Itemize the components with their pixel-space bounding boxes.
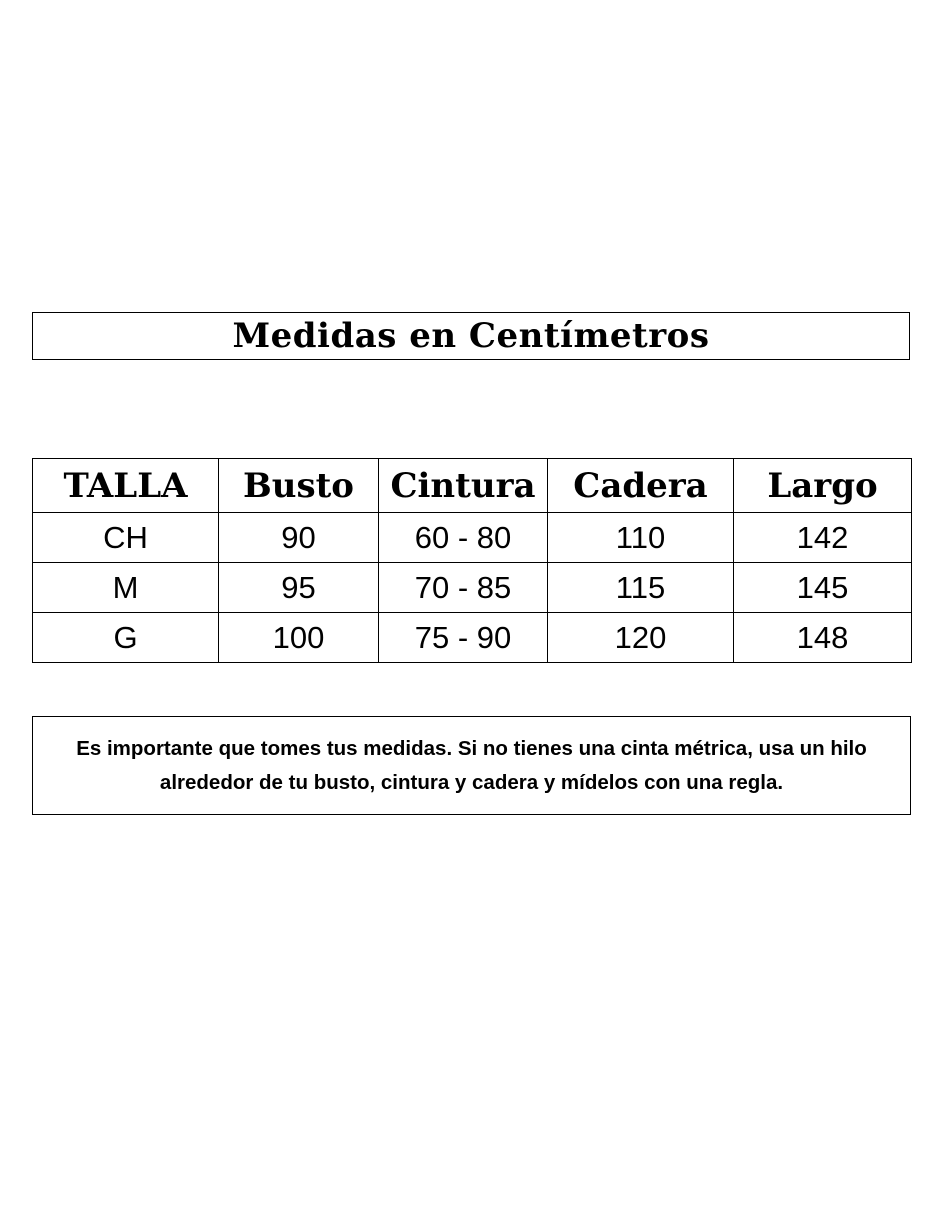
cell-cintura: 70 - 85 bbox=[379, 563, 548, 613]
header-cadera: Cadera bbox=[548, 459, 734, 513]
cell-talla: G bbox=[33, 613, 219, 663]
cell-largo: 142 bbox=[734, 513, 912, 563]
cell-talla: M bbox=[33, 563, 219, 613]
size-chart-table bbox=[32, 458, 912, 663]
cell-cintura: 75 - 90 bbox=[379, 613, 548, 663]
note-box bbox=[32, 716, 911, 815]
cell-busto: 100 bbox=[219, 613, 379, 663]
cell-busto: 95 bbox=[219, 563, 379, 613]
cell-largo: 148 bbox=[734, 613, 912, 663]
cell-cadera: 115 bbox=[548, 563, 734, 613]
table-header-row bbox=[33, 459, 912, 513]
table-row bbox=[33, 563, 912, 613]
table-row bbox=[33, 513, 912, 563]
cell-largo: 145 bbox=[734, 563, 912, 613]
header-talla: TALLA bbox=[33, 459, 219, 513]
cell-cadera: 110 bbox=[548, 513, 734, 563]
cell-cintura: 60 - 80 bbox=[379, 513, 548, 563]
cell-talla: CH bbox=[33, 513, 219, 563]
header-busto: Busto bbox=[219, 459, 379, 513]
cell-busto: 90 bbox=[219, 513, 379, 563]
title-box bbox=[32, 312, 910, 360]
cell-cadera: 120 bbox=[548, 613, 734, 663]
table-row bbox=[33, 613, 912, 663]
page-title: Medidas en Centímetros bbox=[232, 316, 710, 356]
header-largo: Largo bbox=[734, 459, 912, 513]
header-cintura: Cintura bbox=[379, 459, 548, 513]
measurement-note: Es importante que tomes tus medidas. Si no tienes una cinta métrica, usa un hilo alrededor de tu busto, cintura y cadera y mídelos con una regla. bbox=[76, 736, 867, 794]
